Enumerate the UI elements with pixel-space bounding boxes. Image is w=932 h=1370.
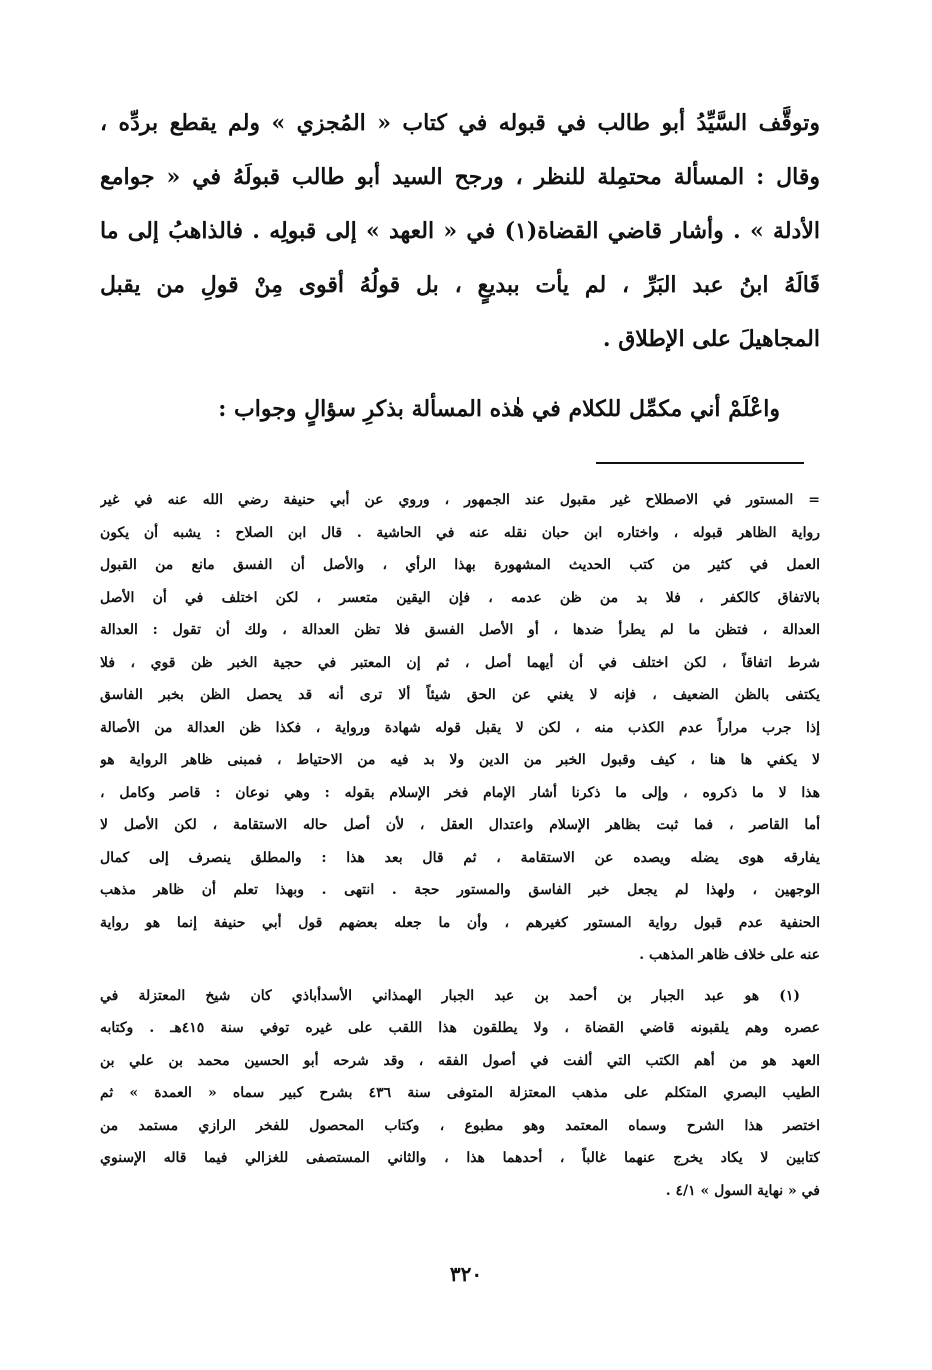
footnotes-section [100,484,820,1215]
footnote-line: لا يكفي ها هنا ، كيف وقبول الخبر من الدين ولا بد فيه من الاحتياط ، فمبنى ظاهر الرواية هو [100,752,820,768]
footnote-continued [100,484,820,972]
footnote-line: إذا جرب مراراً عدم الكذب منه ، لكن لا يقبل قوله شهادة ورواية ، فكذا ظن العدالة من الأصالة [100,719,820,736]
footnote-line: في « نهاية السول » ٤/١ . [665,1182,820,1199]
footnote-line: اختصر هذا الشرح وسماه المعتمد وهو مطبوع ، وكتاب المحصول للفخر الرازي مستمد من [100,1117,820,1134]
page-number: ٣٢٠ [449,1262,483,1286]
footnote-line: العدالة ، فتظن ما لم يطرأ ضدها ، أو الأصل الفسق فلا تظن العدالة ، ولك أن تقول : العدالة [100,622,820,638]
footnote-line: العهد هو من أهم الكتب التي ألفت في أصول الفقه ، وقد شرحه أبو الحسين محمد بن علي بن [100,1052,820,1069]
footnote-line: الطيب البصري المتكلم على مذهب المعتزلة المتوفى سنة ٤٣٦ بشرح كبير سماه « العمدة » ثم [100,1085,820,1101]
footnote-line: شرط اتفاقاً ، لكن اختلف في أن أيهما أصل ، ثم إن المعتبر في حجية الخبر ظن قوي ، فلا [100,654,820,671]
footnote-line: الحنفية عدم قبول رواية المستور كغيرهم ، وأن ما جعله بعضهم قول أبي حنيفة إنما هو رواية [100,914,820,931]
closing-sentence: واعْلَمْ أني مكمِّل للكلام في هٰذه المسألة بذكرِ سؤالٍ وجواب : [218,396,780,422]
main-line: الأدلة » . وأشار قاضي القضاة(١) في « العهد » إلى قبولِه . فالذاهبُ إلى ما [100,218,820,244]
footnote-line: رواية الظاهر قبوله ، واختاره ابن حبان نقله عنه في الحاشية . قال ابن الصلاح : يشبه أن يكون [100,524,820,541]
main-line: قَالَهُ ابنُ عبد البَرِّ ، لم يأت ببديعٍ ، بل قولُهُ أقوى مِنْ قولِ من يقبل [100,272,820,298]
main-paragraph [100,96,820,366]
main-line: المجاهيلَ على الإطلاق . [602,326,820,352]
footnote-line: كتابين لا يكاد يخرج عنهما غالباً ، أحدهما هذا ، والثاني المستصفى للغزالي فيما قاله الإسنوي [100,1150,820,1166]
footnote-line: = المستور في الاصطلاح غير مقبول عند الجمهور ، وروي عن أبي حنيفة رضي الله عنه في غير [100,492,820,508]
footnote-line: (١) هو عبد الجبار بن أحمد بن عبد الجبار الهمذاني الأسدأباذي كان شيخ المعتزلة في [100,987,800,1004]
footnote-line: عصره وهم يلقبونه قاضي القضاة ، ولا يطلقون هذا اللقب على غيره توفي سنة ٤١٥هـ . وكتابه [100,1020,820,1036]
footnote-line: يفارقه هوى يضله ويصده عن الاستقامة ، ثم قال بعد هذا : والمطلق ينصرف إلى كمال [100,849,820,866]
footnote-separator [596,462,804,464]
main-line: وقال : المسألة محتمِلة للنظر ، ورجح السيد أبو طالب قبولَهُ في « جوامع [100,164,820,190]
main-line: وتوقَّف السَّيِّدُ أبو طالب في قبوله في كتاب « المُجزي » ولم يقطع بردِّه ، [100,110,820,136]
footnote-line: الوجهين ، ولهذا لم يجعل خبر الفاسق والمستور حجة . انتهى . وبهذا تعلم أن ظاهر مذهب [100,882,820,898]
footnote-line: يكتفى بالظن الضعيف ، فإنه لا يغني عن الحق شيئاً ألا ترى أنه قد يحصل الظن بخبر الفاسق [100,687,820,703]
footnote-line: بالاتفاق كالكفر ، فلا بد من ظن عدمه ، فإن اليقين متعسر ، لكن اختلف في أن الأصل [100,589,820,606]
footnote-1 [100,980,820,1208]
footnote-line: عنه على خلاف ظاهر المذهب . [639,947,820,963]
footnote-line: هذا لا ما ذكروه ، وإلى ما ذكرنا أشار الإمام فخر الإسلام بقوله : وهي نوعان : قاصر وكامل ، [100,784,820,801]
footnote-line: العمل في كثير من كتب الحديث المشهورة بهذا الرأي ، والأصل أن الفسق مانع من القبول [100,557,820,573]
footnote-line: أما القاصر ، فما ثبت بظاهر الإسلام واعتدال العقل ، لأن أصل حاله الاستقامة ، لكن الأصل لا [100,817,820,833]
